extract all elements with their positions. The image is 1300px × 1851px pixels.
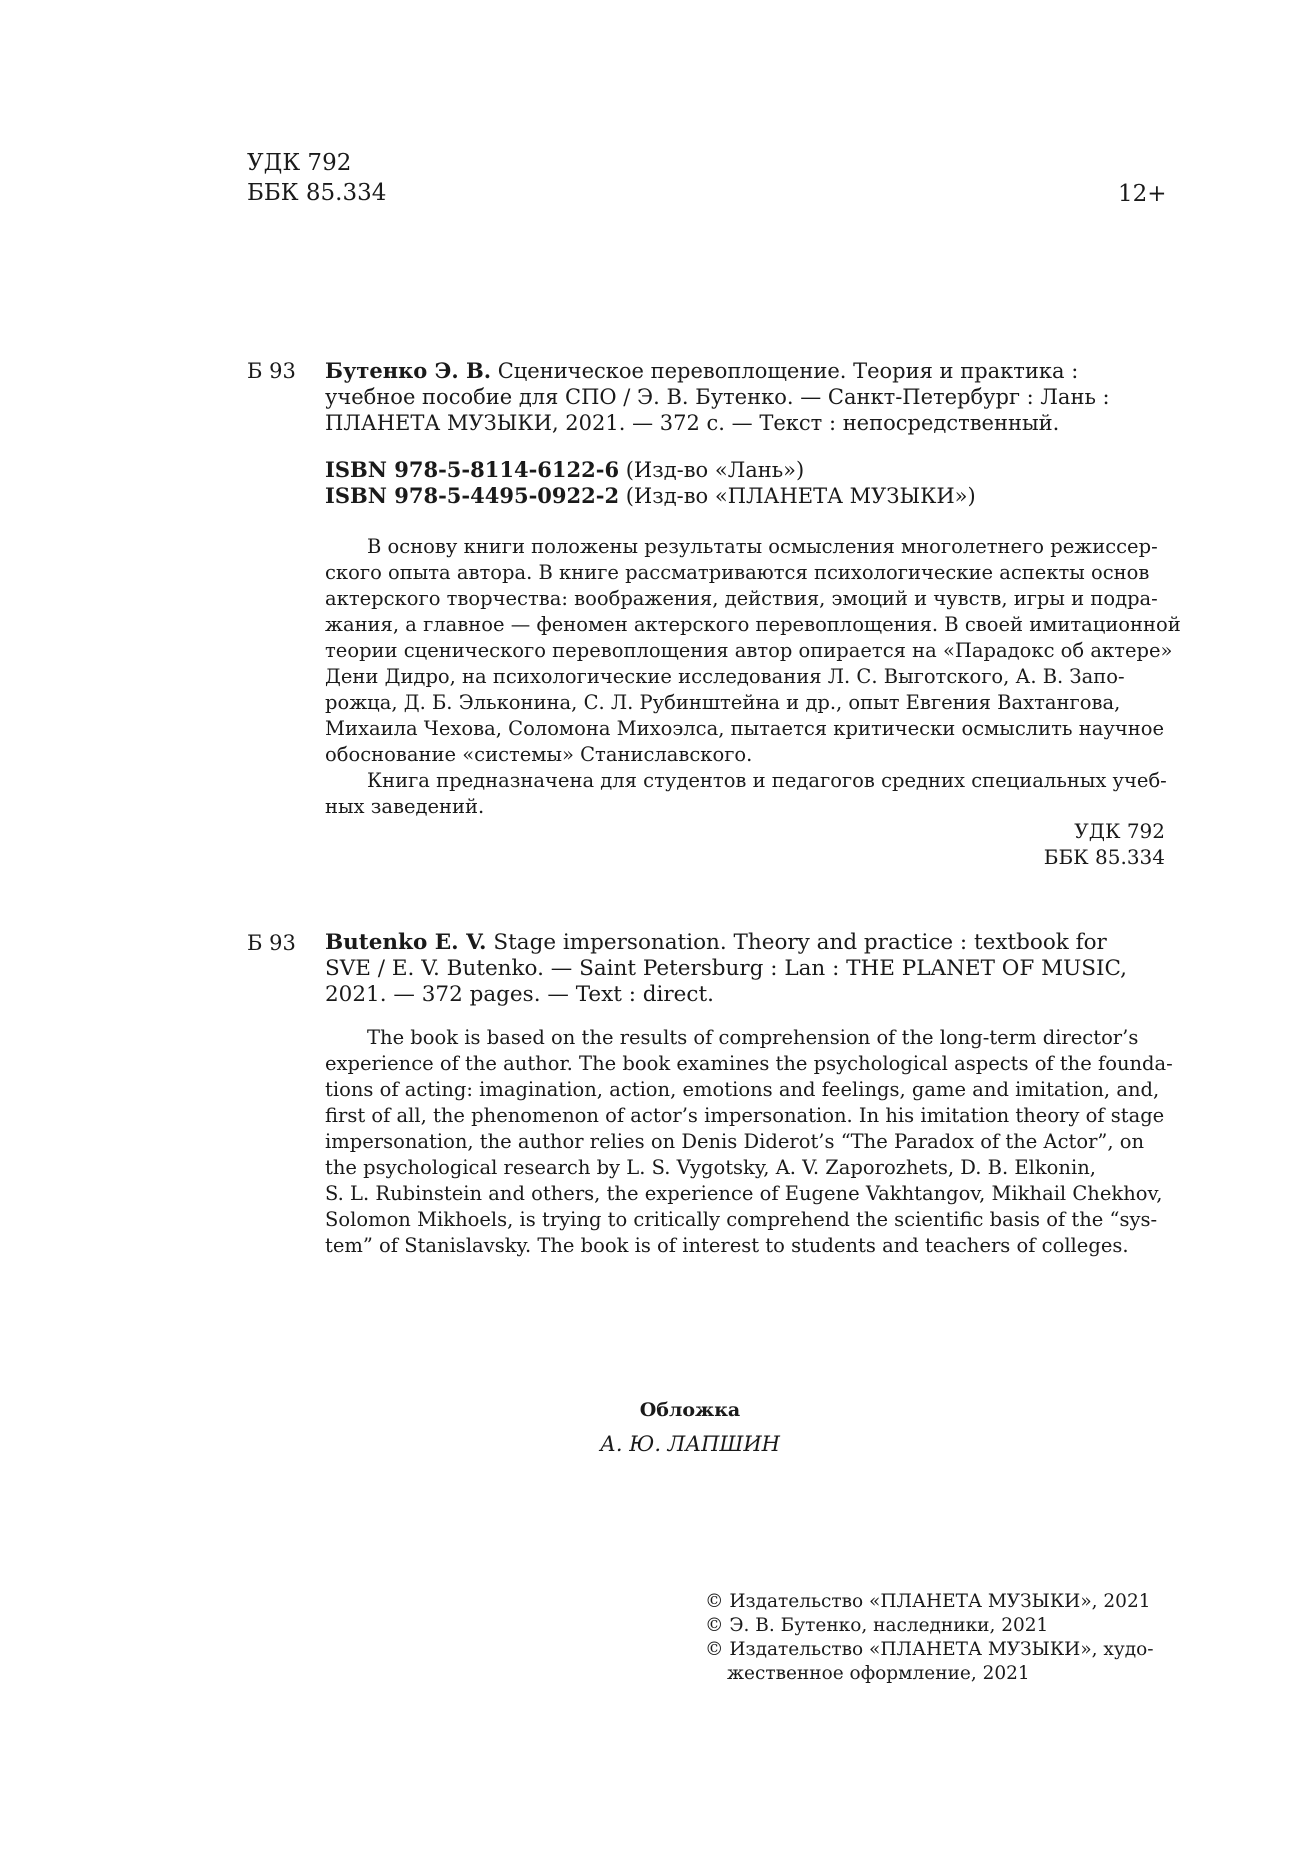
copyright-line: жественное оформление, 2021: [727, 1663, 1030, 1684]
abstract-line: S. L. Rubinstein and others, the experience of Eugene Vakhtangov, Mikhail Chekhov,: [325, 1182, 1163, 1205]
copyright-block: [705, 1590, 1175, 1686]
abstract-line: experience of the author. The book examines the psychological aspects of the founda-: [325, 1052, 1173, 1075]
ru-author: Бутенко Э. В.: [325, 358, 492, 383]
audience-line: ных заведений.: [325, 795, 485, 818]
abstract-line: рожца, Д. Б. Эльконина, С. Л. Рубинштейна и др., опыт Евгения Вахтангова,: [325, 691, 1121, 714]
ru-record-line: ПЛАНЕТА МУЗЫКИ, 2021. — 372 с. — Текст : непосредственный.: [325, 411, 1060, 435]
abstract-line: жания, а главное — феномен актерского перевоплощения. В своей имитационной: [325, 613, 1181, 636]
abstract-line: the psychological research by L. S. Vygotsky, A. V. Zaporozhets, D. B. Elkonin,: [325, 1156, 1096, 1179]
en-author: Butenko E. V.: [325, 930, 487, 955]
ru-isbn-block: [325, 457, 976, 509]
header-udk: УДК 792: [247, 150, 352, 176]
isbn-lan: ISBN 978-5-8114-6122-6: [325, 457, 620, 482]
en-bibliographic-record: [325, 930, 1165, 1008]
header-bbk: ББК 85.334: [247, 180, 387, 206]
en-abstract: [325, 1025, 1173, 1259]
abstract-line: The book is based on the results of comprehension of the long-term director’s: [367, 1026, 1139, 1049]
ru-record-line: учебное пособие для СПО / Э. В. Бутенко. — Санкт-Петербург : Лань :: [325, 385, 1110, 409]
isbn-planet: ISBN 978-5-4495-0922-2: [325, 483, 620, 508]
abstract-line: ского опыта автора. В книге рассматриваются психологические аспекты основ: [325, 561, 1150, 584]
abstract-line: impersonation, the author relies on Denis Diderot’s “The Paradox of the Actor”, on: [325, 1130, 1145, 1153]
en-title: Stage impersonation. Theory and practice : textbook for: [486, 930, 1107, 955]
abstract-line: Solomon Mikhoels, is trying to critically comprehend the scientific basis of the “sys-: [325, 1208, 1158, 1231]
abstract-line: В основу книги положены результаты осмысления многолетнего режиссер-: [367, 535, 1158, 558]
copyright-line: © Э. В. Бутенко, наследники, 2021: [705, 1615, 1049, 1636]
en-record-line: SVE / E. V. Butenko. — Saint Petersburg : Lan : THE PLANET OF MUSIC,: [325, 956, 1127, 981]
abstract-line: tions of acting: imagination, action, emotions and feelings, game and imitation, and,: [325, 1078, 1160, 1101]
cover-artist: А. Ю. ЛАПШИН: [600, 1432, 780, 1456]
isbn-planet-note: (Изд-во «ПЛАНЕТА МУЗЫКИ»): [619, 484, 976, 508]
cover-label: Обложка: [639, 1399, 741, 1421]
en-library-code: Б 93: [247, 931, 296, 955]
ru-title: Сценическое перевоплощение. Теория и практика :: [491, 359, 1079, 383]
abstract-line: tem” of Stanislavsky. The book is of interest to students and teachers of colleges.: [325, 1234, 1129, 1257]
ru-abstract: [325, 534, 1181, 820]
abstract-line: актерского творчества: воображения, действия, эмоций и чувств, игры и подра-: [325, 587, 1158, 610]
ru-classification: [900, 818, 1165, 870]
abstract-line: first of all, the phenomenon of actor’s impersonation. In his imitation theory of stage: [325, 1104, 1165, 1127]
abstract-line: обоснование «системы» Станиславского.: [325, 743, 753, 766]
abstract-line: теории сценического перевоплощения автор опирается на «Парадокс об актере»: [325, 639, 1173, 662]
ru-bibliographic-record: [325, 358, 1165, 436]
ru-library-code: Б 93: [247, 359, 296, 383]
en-record-line: 2021. — 372 pages. — Text : direct.: [325, 982, 714, 1007]
isbn-lan-note: (Изд-во «Лань»): [619, 458, 805, 482]
copyright-line: © Издательство «ПЛАНЕТА МУЗЫКИ», 2021: [705, 1591, 1151, 1612]
ru-udk: УДК 792: [1074, 819, 1165, 843]
ru-bbk: ББК 85.334: [1043, 845, 1165, 869]
audience-line: Книга предназначена для студентов и педагогов средних специальных учеб-: [367, 769, 1167, 792]
age-rating: 12+: [1118, 181, 1167, 207]
abstract-line: Михаила Чехова, Соломона Михоэлса, пытается критически осмыслить научное: [325, 717, 1165, 740]
abstract-line: Дени Дидро, на психологические исследования Л. С. Выготского, А. В. Запо-: [325, 665, 1125, 688]
copyright-line: © Издательство «ПЛАНЕТА МУЗЫКИ», худо-: [705, 1639, 1154, 1660]
